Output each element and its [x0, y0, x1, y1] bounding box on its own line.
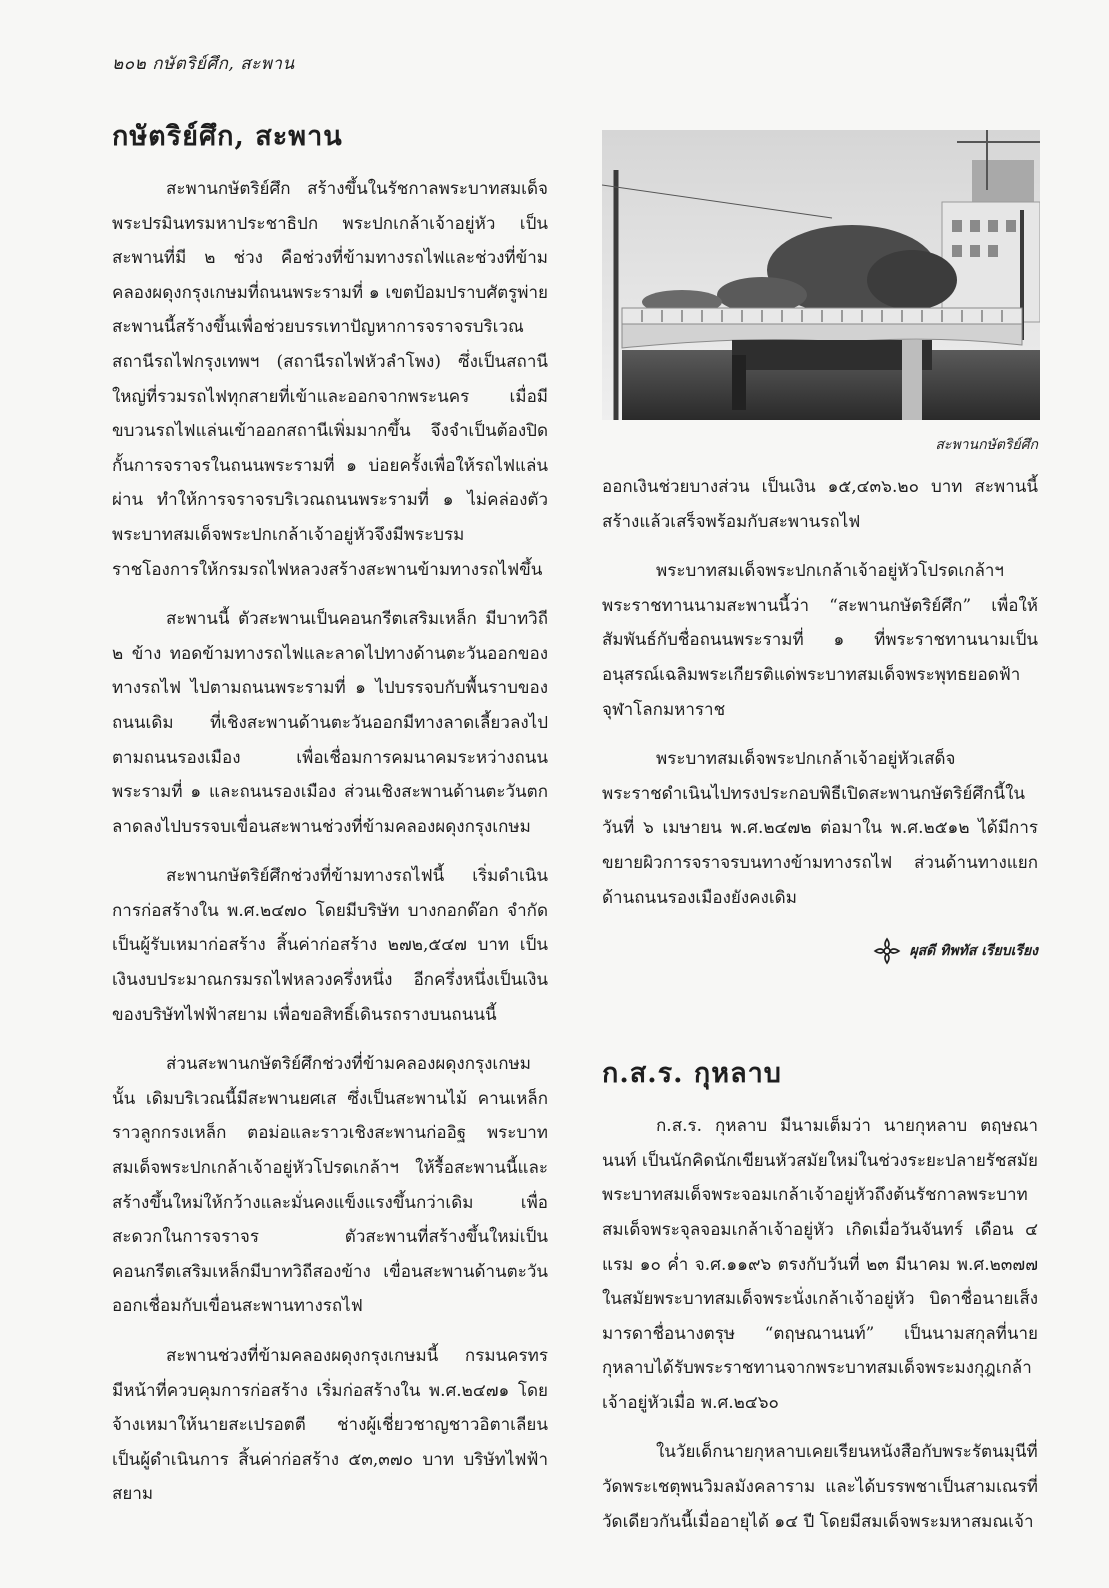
paragraph: สะพานกษัตริย์ศึกช่วงที่ข้ามทางรถไฟนี้ เริ่มดำเนินการก่อสร้างใน พ.ศ.๒๔๗๐ โดยมีบริษัท บางกอกด๊อก จำกัด เป็นผู้รับเหมาก่อสร้าง สิ้นค่าก่อสร้าง ๒๗๒,๕๔๗ บาท เป็นเงินงบประมาณกรมรถไฟหลวงครึ่งหนึ่ง อีกครึ่งหนึ่งเป็นเงินของบริษัทไฟฟ้าสยาม เพื่อขอสิทธิ์เดินรถรางบนถนนนี้	[112, 866, 548, 1025]
paragraph: พระบาทสมเด็จพระปกเกล้าเจ้าอยู่หัวโปรดเกล้าฯ พระราชทานนามสะพานนี้ว่า “สะพานกษัตริย์ศึก” เพื่อให้สัมพันธ์กับชื่อถนนพระรามที่ ๑ ที่พระราชทานนามเป็นอนุสรณ์เฉลิมพระเกียรติแด่พระบาทสมเด็จพระพุทธยอดฟ้าจุฬาโลกมหาราช	[602, 561, 1038, 720]
entry-title: ก.ส.ร. กุหลาบ	[602, 1058, 782, 1090]
entry-title: กษัตริย์ศึก, สะพาน	[112, 121, 343, 152]
photo-caption: สะพานกษัตริย์ศึก	[935, 437, 1038, 453]
paragraph: ส่วนสะพานกษัตริย์ศึกช่วงที่ข้ามคลองผดุงกรุงเกษมนั้น เดิมบริเวณนี้มีสะพานยศเส ซึ่งเป็นสะพานไม้ คานเหล็ก ราวลูกกรงเหล็ก ตอม่อและราวเชิงสะพานก่ออิฐ พระบาทสมเด็จพระปกเกล้าเจ้าอยู่หัวโปรดเกล้าฯ ให้รื้อสะพานนี้และสร้างขึ้นใหม่ให้กว้างและมั่นคงแข็งแรงขึ้นกว่าเดิม เพื่อสะดวกในการจราจร ตัวสะพานที่สร้างขึ้นใหม่เป็นคอนกรีตเสริมเหล็กมีบาทวิถีสองข้าง เขื่อนสะพานด้านตะวันออกเชื่อมกับเขื่อนสะพานทางรถไฟ	[112, 1054, 548, 1317]
running-head: ๒๐๒ กษัตริย์ศึก, สะพาน	[112, 54, 295, 74]
paragraph: ในวัยเด็กนายกุหลาบเคยเรียนหนังสือกับพระรัตนมุนีที่วัดพระเชตุพนวิมลมังคลาราม และได้บรรพชาเป็นสามเณรที่วัดเดียวกันนี้เมื่ออายุได้ ๑๔ ปี โดยมีสมเด็จพระมหาสมณเจ้า	[602, 1442, 1038, 1532]
bridge-photo	[602, 130, 1040, 420]
paragraph: ก.ส.ร. กุหลาบ มีนามเต็มว่า นายกุหลาบ ตฤษณานนท์ เป็นนักคิดนักเขียนหัวสมัยใหม่ในช่วงระยะปลายรัชสมัยพระบาทสมเด็จพระจอมเกล้าเจ้าอยู่หัวถึงต้นรัชกาลพระบาทสมเด็จพระจุลจอมเกล้าเจ้าอยู่หัว เกิดเมื่อวันจันทร์ เดือน ๔ แรม ๑๐ ค่ำ จ.ศ.๑๑๙๖ ตรงกับวันที่ ๒๓ มีนาคม พ.ศ.๒๓๗๗ ในสมัยพระบาทสมเด็จพระนั่งเกล้าเจ้าอยู่หัว บิดาชื่อนายเส็งมารดาชื่อนางตรุษ “ตฤษณานนท์” เป็นนามสกุลที่นายกุหลาบได้รับพระราชทานจากพระบาทสมเด็จพระมงกุฎเกล้าเจ้าอยู่หัวเมื่อ พ.ศ.๒๔๖๐	[602, 1116, 1038, 1413]
flower-ornament-icon	[873, 937, 901, 965]
right-column	[602, 130, 1038, 1554]
paragraph: ออกเงินช่วยบางส่วน เป็นเงิน ๑๕,๔๓๖.๒๐ บาท สะพานนี้สร้างแล้วเสร็จพร้อมกับสะพานรถไฟ	[602, 477, 1038, 532]
byline	[602, 937, 1038, 965]
paragraph: สะพานกษัตริย์ศึก สร้างขึ้นในรัชกาลพระบาทสมเด็จพระปรมินทรมหาประชาธิปก พระปกเกล้าเจ้าอยู่หัว เป็นสะพานที่มี ๒ ช่วง คือช่วงที่ข้ามทางรถไฟและช่วงที่ข้ามคลองผดุงกรุงเกษมที่ถนนพระรามที่ ๑ เขตป้อมปราบศัตรูพ่าย สะพานนี้สร้างขึ้นเพื่อช่วยบรรเทาปัญหาการจราจรบริเวณสถานีรถไฟกรุงเทพฯ (สถานีรถไฟหัวลำโพง) ซึ่งเป็นสถานีใหญ่ที่รวมรถไฟทุกสายที่เข้าและออกจากพระนคร เมื่อมีขบวนรถไฟแล่นเข้าออกสถานีเพิ่มมากขึ้น จึงจำเป็นต้องปิดกั้นการจราจรในถนนพระรามที่ ๑ บ่อยครั้งเพื่อให้รถไฟแล่นผ่าน ทำให้การจราจรบริเวณถนนพระรามที่ ๑ ไม่คล่องตัว พระบาทสมเด็จพระปกเกล้าเจ้าอยู่หัวจึงมีพระบรมราชโองการให้กรมรถไฟหลวงสร้างสะพานข้ามทางรถไฟขึ้น	[112, 179, 548, 580]
byline-text: ผุสดี ทิพทัส เรียบเรียง	[909, 943, 1038, 960]
left-column	[112, 118, 548, 1527]
paragraph: สะพานนี้ ตัวสะพานเป็นคอนกรีตเสริมเหล็ก มีบาทวิถี ๒ ข้าง ทอดข้ามทางรถไฟและลาดไปทางด้านตะวันออกของทางรถไฟ ไปตามถนนพระรามที่ ๑ ไปบรรจบกับพื้นราบของถนนเดิม ที่เชิงสะพานด้านตะวันออกมีทางลาดเลี้ยวลงไปตามถนนรองเมือง เพื่อเชื่อมการคมนาคมระหว่างถนนพระรามที่ ๑ และถนนรองเมือง ส่วนเชิงสะพานด้านตะวันตกลาดลงไปบรรจบเขื่อนสะพานช่วงที่ข้ามคลองผดุงกรุงเกษม	[112, 609, 548, 837]
paragraph: พระบาทสมเด็จพระปกเกล้าเจ้าอยู่หัวเสด็จพระราชดำเนินไปทรงประกอบพิธีเปิดสะพานกษัตริย์ศึกนี้ในวันที่ ๖ เมษายน พ.ศ.๒๔๗๒ ต่อมาใน พ.ศ.๒๕๑๒ ได้มีการขยายผิวการจราจรบนทางข้ามทางรถไฟ ส่วนด้านทางแยกด้านถนนรองเมืองยังคงเดิม	[602, 749, 1038, 908]
paragraph: สะพานช่วงที่ข้ามคลองผดุงกรุงเกษมนี้ กรมนครทรมีหน้าที่ควบคุมการก่อสร้าง เริ่มก่อสร้างใน พ.ศ.๒๔๗๑ โดยจ้างเหมาให้นายสะเปรอตตี ช่างผู้เชี่ยวชาญชาวอิตาเลียนเป็นผู้ดำเนินการ สิ้นค่าก่อสร้าง ๕๓,๓๗๐ บาท บริษัทไฟฟ้าสยาม	[112, 1346, 548, 1505]
